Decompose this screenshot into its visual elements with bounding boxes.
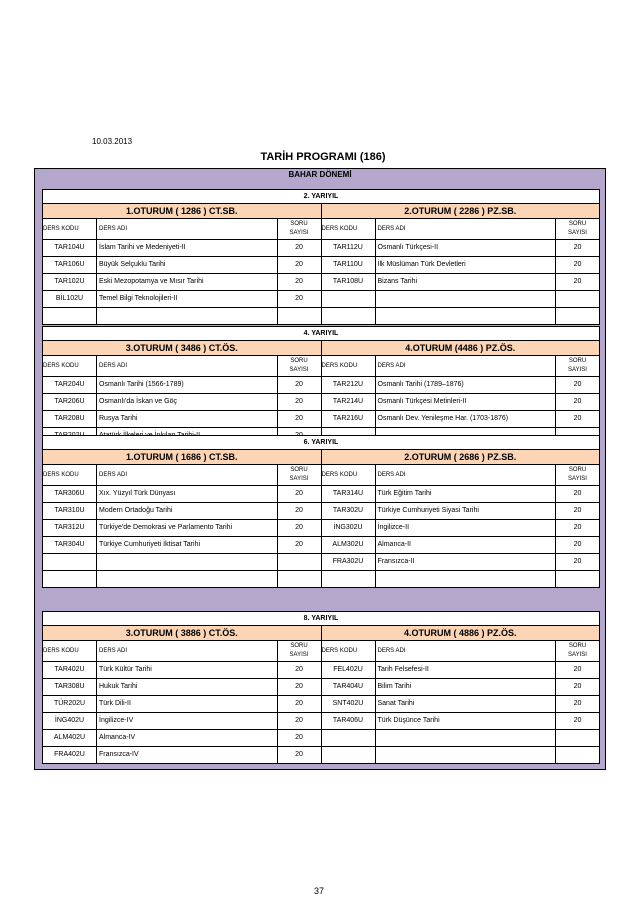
- session-header: 1.OTURUM ( 1686 ) CT.SB.: [43, 450, 321, 465]
- question-count: 20: [573, 717, 582, 724]
- course-name: Türkiye Cumhuriyeti Siyasi Tarihi: [376, 503, 557, 519]
- session-columns: [43, 626, 599, 763]
- course-name: Almanca-II: [376, 537, 557, 553]
- table-row: [43, 713, 321, 730]
- course-name: Büyük Selçuklu Tarihi: [97, 257, 278, 273]
- course-code: TAR304U: [43, 537, 97, 553]
- course-code: [43, 554, 97, 570]
- course-code: TAR212U: [322, 377, 376, 393]
- header-course-name: DERS ADI: [97, 465, 278, 485]
- course-name: [97, 571, 278, 587]
- session-header: 3.OTURUM ( 3886 ) CT.ÖS.: [43, 626, 321, 641]
- header-question-count-line2: SAYISI: [289, 652, 309, 658]
- question-count: 20: [573, 507, 582, 514]
- course-code: TAR108U: [322, 274, 376, 290]
- question-count: 20: [573, 490, 582, 497]
- question-count: 20: [573, 278, 582, 285]
- question-count: 20: [295, 490, 303, 497]
- header-course-code: DERS KODU: [43, 465, 97, 485]
- semester-label: 2. YARIYIL: [43, 190, 599, 204]
- course-name: Osmanlı Dev. Yenileşme Har. (1703-1876): [376, 411, 557, 427]
- table-row: [322, 240, 600, 257]
- table-row: [43, 662, 321, 679]
- table-row: [43, 291, 321, 308]
- session-columns: [43, 450, 599, 587]
- table-row: [322, 730, 600, 747]
- table-row: [322, 486, 600, 503]
- column-header-row: [322, 356, 600, 377]
- header-course-code: DERS KODU: [43, 219, 97, 239]
- header-question-count-line2: SAYISI: [289, 476, 309, 482]
- header-question-count-line1: SORU: [290, 467, 308, 473]
- table-row: [43, 308, 321, 324]
- page-number: 37: [313, 886, 324, 896]
- course-code: ALM302U: [322, 537, 376, 553]
- column-header-row: [322, 465, 600, 486]
- session-header: 1.OTURUM ( 1286 ) CT.SB.: [43, 204, 321, 219]
- table-row: [322, 662, 600, 679]
- table-row: [43, 486, 321, 503]
- course-code: [322, 291, 376, 307]
- table-row: [43, 274, 321, 291]
- question-count: 20: [295, 295, 303, 302]
- course-name: Fransızca-II: [376, 554, 557, 570]
- course-code: FRA402U: [43, 747, 97, 763]
- session-header: 4.OTURUM (4486 ) PZ.ÖS.: [322, 341, 600, 356]
- table-row: [322, 747, 600, 763]
- course-code: TAR106U: [43, 257, 97, 273]
- course-name: Fransızca-IV: [97, 747, 278, 763]
- course-code: TAR206U: [43, 394, 97, 410]
- header-course-code: DERS KODU: [43, 356, 97, 376]
- column-header-row: [43, 356, 321, 377]
- course-name: Türk Dili-II: [97, 696, 278, 712]
- course-name: İngilizce-IV: [97, 713, 278, 729]
- header-question-count: [556, 465, 599, 485]
- course-code: FRA302U: [322, 554, 376, 570]
- header-question-count-line1: SORU: [290, 221, 308, 227]
- header-course-name: DERS ADI: [376, 356, 557, 376]
- course-code: İNG302U: [322, 520, 376, 536]
- course-code: SNT402U: [322, 696, 376, 712]
- course-code: BİL102U: [43, 291, 97, 307]
- question-count: 20: [573, 415, 582, 422]
- header-question-count: [556, 641, 599, 661]
- course-code: TAR102U: [43, 274, 97, 290]
- table-row: [322, 713, 600, 730]
- course-name: Türkiye'de Demokrasi ve Parlamento Tarihi: [97, 520, 278, 536]
- table-row: [43, 679, 321, 696]
- table-row: [322, 554, 600, 571]
- header-question-count-line2: SAYISI: [568, 367, 587, 373]
- question-count: 20: [573, 683, 582, 690]
- header-course-name: DERS ADI: [376, 219, 557, 239]
- table-row: [43, 571, 321, 587]
- course-code: İNG402U: [43, 713, 97, 729]
- course-name: İslam Tarihi ve Medeniyeti-II: [97, 240, 278, 256]
- course-name: [376, 730, 557, 746]
- course-name: Rusya Tarihi: [97, 411, 278, 427]
- course-name: Türk Kültür Tarihi: [97, 662, 278, 678]
- course-code: [43, 308, 97, 324]
- question-count: 20: [573, 524, 582, 531]
- course-name: Osmanlı Türkçesi-II: [376, 240, 557, 256]
- course-code: TAR312U: [43, 520, 97, 536]
- course-code: ALM402U: [43, 730, 97, 746]
- header-question-count: [556, 219, 599, 239]
- course-name: Bilim Tarihi: [376, 679, 557, 695]
- question-count: 20: [573, 541, 582, 548]
- question-count: 20: [573, 558, 582, 565]
- course-code: [322, 571, 376, 587]
- session-header: 4.OTURUM ( 4886 ) PZ.ÖS.: [322, 626, 600, 641]
- table-row: [43, 537, 321, 554]
- table-row: [43, 503, 321, 520]
- question-count: 20: [573, 700, 582, 707]
- course-name: [376, 747, 557, 763]
- course-name: İlk Müslüman Türk Devletleri: [376, 257, 557, 273]
- course-code: TAR208U: [43, 411, 97, 427]
- session-block: [321, 626, 600, 763]
- date-label: 10.03.2013: [92, 137, 133, 146]
- table-row: [43, 520, 321, 537]
- question-count: 20: [573, 261, 582, 268]
- session-block: [321, 204, 600, 324]
- course-name: [376, 291, 557, 307]
- table-row: [43, 411, 321, 428]
- session-header: 2.OTURUM ( 2686 ) PZ.SB.: [322, 450, 600, 465]
- table-row: [322, 274, 600, 291]
- course-code: TAR306U: [43, 486, 97, 502]
- question-count: 20: [295, 734, 303, 741]
- course-code: [322, 730, 376, 746]
- course-code: FEL402U: [322, 662, 376, 678]
- session-header: 2.OTURUM ( 2286 ) PZ.SB.: [322, 204, 600, 219]
- course-name: Osmanlı Tarihi (1566-1789): [97, 377, 278, 393]
- course-name: Eski Mezopotamya ve Mısır Tarihi: [97, 274, 278, 290]
- table-row: [322, 696, 600, 713]
- course-code: TAR204U: [43, 377, 97, 393]
- course-name: Türkiye Cumhuriyeti İktisat Tarihi: [97, 537, 278, 553]
- course-code: TAR308U: [43, 679, 97, 695]
- course-name: Osmanlı Türkçesi Metinleri-II: [376, 394, 557, 410]
- table-row: [322, 503, 600, 520]
- course-name: Türk Eğitim Tarihi: [376, 486, 557, 502]
- question-count: 20: [295, 261, 303, 268]
- question-count: 20: [573, 381, 582, 388]
- table-row: [322, 520, 600, 537]
- header-course-name: DERS ADI: [97, 356, 278, 376]
- question-count: 20: [573, 398, 582, 405]
- course-name: Osmanlı Tarihi (1789–1876): [376, 377, 557, 393]
- course-name: Almanca-IV: [97, 730, 278, 746]
- session-header: 3.OTURUM ( 3486 ) CT.ÖS.: [43, 341, 321, 356]
- table-row: [322, 377, 600, 394]
- header-course-code: DERS KODU: [43, 641, 97, 661]
- header-question-count: [278, 356, 321, 376]
- table-row: [43, 377, 321, 394]
- header-course-name: DERS ADI: [376, 465, 557, 485]
- table-row: [43, 240, 321, 257]
- course-name: Hukuk Tarihi: [97, 679, 278, 695]
- header-course-code: DERS KODU: [322, 356, 376, 376]
- course-code: TAR112U: [322, 240, 376, 256]
- question-count: 20: [295, 541, 303, 548]
- course-code: TAR110U: [322, 257, 376, 273]
- table-row: [43, 747, 321, 763]
- course-code: TAR402U: [43, 662, 97, 678]
- header-course-name: DERS ADI: [376, 641, 557, 661]
- question-count: [556, 571, 599, 587]
- course-name: İngilizce-II: [376, 520, 557, 536]
- header-question-count-line1: SORU: [290, 358, 308, 364]
- header-course-name: DERS ADI: [97, 219, 278, 239]
- session-columns: [43, 204, 599, 324]
- header-question-count: [556, 356, 599, 376]
- table-row: [43, 554, 321, 571]
- table-row: [322, 411, 600, 428]
- question-count: 20: [573, 244, 582, 251]
- question-count: [278, 308, 321, 324]
- page-title: TARİH PROGRAMI (186): [260, 151, 386, 163]
- table-row: [43, 257, 321, 274]
- course-code: [43, 571, 97, 587]
- question-count: [278, 554, 321, 570]
- course-code: [322, 308, 376, 324]
- course-code: TAR314U: [322, 486, 376, 502]
- question-count: 20: [295, 683, 303, 690]
- column-header-row: [43, 641, 321, 662]
- header-question-count-line2: SAYISI: [568, 230, 587, 236]
- semester-section: [42, 435, 600, 588]
- header-question-count-line2: SAYISI: [568, 476, 587, 482]
- question-count: 20: [295, 278, 303, 285]
- header-course-name: DERS ADI: [97, 641, 278, 661]
- column-header-row: [43, 219, 321, 240]
- table-row: [43, 696, 321, 713]
- course-name: Türk Düşünce Tarihi: [376, 713, 557, 729]
- header-question-count-line2: SAYISI: [289, 230, 309, 236]
- course-code: TÜR202U: [43, 696, 97, 712]
- question-count: [556, 747, 599, 763]
- course-name: Sanat Tarihi: [376, 696, 557, 712]
- course-code: [322, 747, 376, 763]
- table-row: [322, 257, 600, 274]
- question-count: [278, 571, 321, 587]
- question-count: 20: [295, 751, 303, 758]
- course-code: TAR302U: [322, 503, 376, 519]
- question-count: 20: [295, 700, 303, 707]
- course-name: Bizans Tarihi: [376, 274, 557, 290]
- session-block: [321, 450, 600, 587]
- semester-section: [42, 189, 600, 325]
- course-name: Xıx. Yüzyıl Türk Dünyası: [97, 486, 278, 502]
- course-name: Temel Bilgi Teknolojileri-II: [97, 291, 278, 307]
- question-count: [556, 730, 599, 746]
- course-code: TAR406U: [322, 713, 376, 729]
- header-question-count-line2: SAYISI: [568, 652, 587, 658]
- semester-section: [42, 611, 600, 764]
- header-question-count-line1: SORU: [290, 643, 308, 649]
- table-row: [322, 537, 600, 554]
- term-header: BAHAR DÖNEMİ: [288, 170, 352, 179]
- column-header-row: [322, 641, 600, 662]
- table-row: [322, 394, 600, 411]
- course-code: TAR214U: [322, 394, 376, 410]
- header-question-count: [278, 641, 321, 661]
- course-code: TAR104U: [43, 240, 97, 256]
- course-name: [97, 308, 278, 324]
- question-count: 20: [295, 244, 303, 251]
- header-question-count: [278, 219, 321, 239]
- course-name: [376, 308, 557, 324]
- course-name: Tarih Felsefesi-II: [376, 662, 557, 678]
- header-course-code: DERS KODU: [322, 641, 376, 661]
- session-block: [43, 204, 321, 324]
- table-row: [43, 394, 321, 411]
- question-count: 20: [295, 381, 303, 388]
- header-course-code: DERS KODU: [322, 219, 376, 239]
- schedule-frame: [34, 168, 606, 770]
- course-code: TAR310U: [43, 503, 97, 519]
- question-count: 20: [295, 507, 303, 514]
- semester-label: 8. YARIYIL: [43, 612, 599, 626]
- header-question-count-line1: SORU: [568, 467, 587, 473]
- column-header-row: [43, 465, 321, 486]
- table-row: [43, 730, 321, 747]
- table-row: [322, 679, 600, 696]
- table-row: [322, 571, 600, 587]
- table-row: [322, 291, 600, 308]
- question-count: [556, 291, 599, 307]
- header-question-count-line1: SORU: [568, 358, 587, 364]
- course-name: Modern Ortadoğu Tarihi: [97, 503, 278, 519]
- course-code: TAR404U: [322, 679, 376, 695]
- question-count: 20: [295, 415, 303, 422]
- semester-label: 6. YARIYIL: [43, 436, 599, 450]
- course-name: Osmanlı'da İskan ve Göç: [97, 394, 278, 410]
- session-block: [43, 450, 321, 587]
- column-header-row: [322, 219, 600, 240]
- header-question-count-line1: SORU: [568, 643, 587, 649]
- course-name: [376, 571, 557, 587]
- course-name: [97, 554, 278, 570]
- header-question-count-line2: SAYISI: [289, 367, 309, 373]
- table-row: [322, 308, 600, 324]
- question-count: 20: [295, 398, 303, 405]
- question-count: 20: [295, 717, 303, 724]
- question-count: 20: [573, 666, 582, 673]
- course-code: TAR216U: [322, 411, 376, 427]
- question-count: [556, 308, 599, 324]
- semester-label: 4. YARIYIL: [43, 327, 599, 341]
- header-course-code: DERS KODU: [322, 465, 376, 485]
- question-count: 20: [295, 666, 303, 673]
- question-count: 20: [295, 524, 303, 531]
- header-question-count: [278, 465, 321, 485]
- header-question-count-line1: SORU: [568, 221, 587, 227]
- session-block: [43, 626, 321, 763]
